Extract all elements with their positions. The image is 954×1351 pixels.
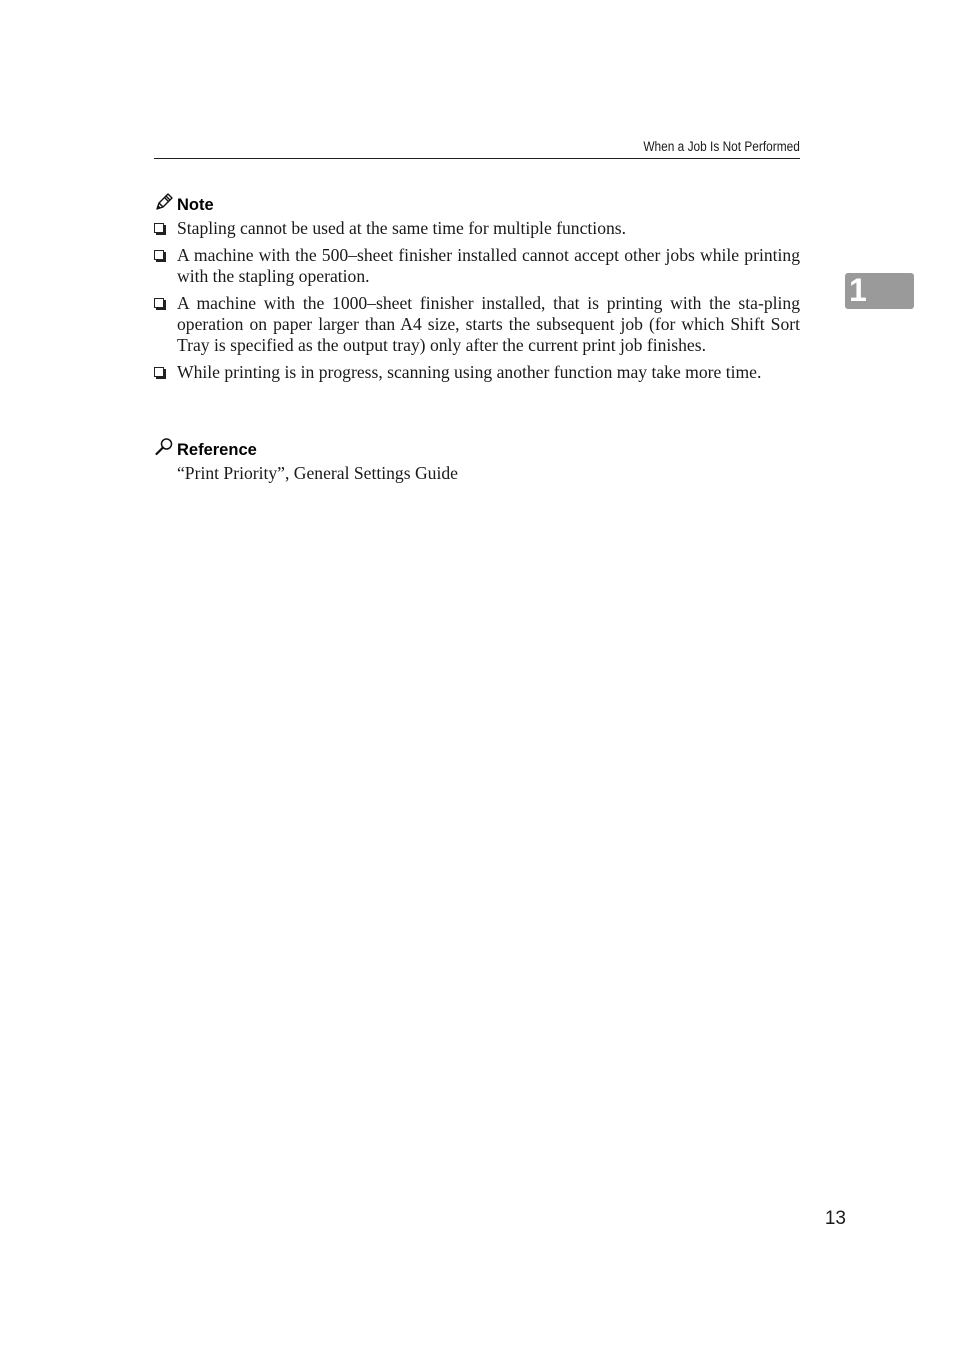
note-item xyxy=(154,362,800,383)
running-header-title: When a Job Is Not Performed xyxy=(643,139,800,154)
running-header xyxy=(154,138,800,159)
reference-text: “Print Priority”, General Settings Guide xyxy=(177,463,458,483)
magnifier-icon xyxy=(154,437,174,457)
checkbox-bullet-icon xyxy=(154,298,164,308)
checkbox-bullet-icon xyxy=(154,223,164,233)
chapter-tab xyxy=(845,273,914,309)
note-item xyxy=(154,218,800,239)
reference-heading-label: Reference xyxy=(177,441,257,459)
chapter-number: 1 xyxy=(849,272,867,308)
page-number: 13 xyxy=(824,1208,846,1229)
note-item-text: Stapling cannot be used at the same time for multiple functions. xyxy=(177,218,627,238)
pencil-icon xyxy=(154,192,174,212)
checkbox-bullet-icon xyxy=(154,367,164,377)
note-item xyxy=(154,245,800,287)
note-item-text: While printing is in progress, scanning using another function may take more time. xyxy=(177,362,762,382)
note-list xyxy=(154,218,800,389)
note-heading-label: Note xyxy=(177,196,214,214)
note-item-text: A machine with the 500–sheet finisher installed cannot accept other jobs while printing with the stapling operation. xyxy=(177,245,800,286)
note-item-text: A machine with the 1000–sheet finisher installed, that is printing with the sta-pling operation on paper larger than A4 size, starts the subsequent job (for which Shift Sort Tray is specified as the output tray) only after the current print job finishes. xyxy=(177,293,800,355)
note-item xyxy=(154,293,800,356)
checkbox-bullet-icon xyxy=(154,250,164,260)
